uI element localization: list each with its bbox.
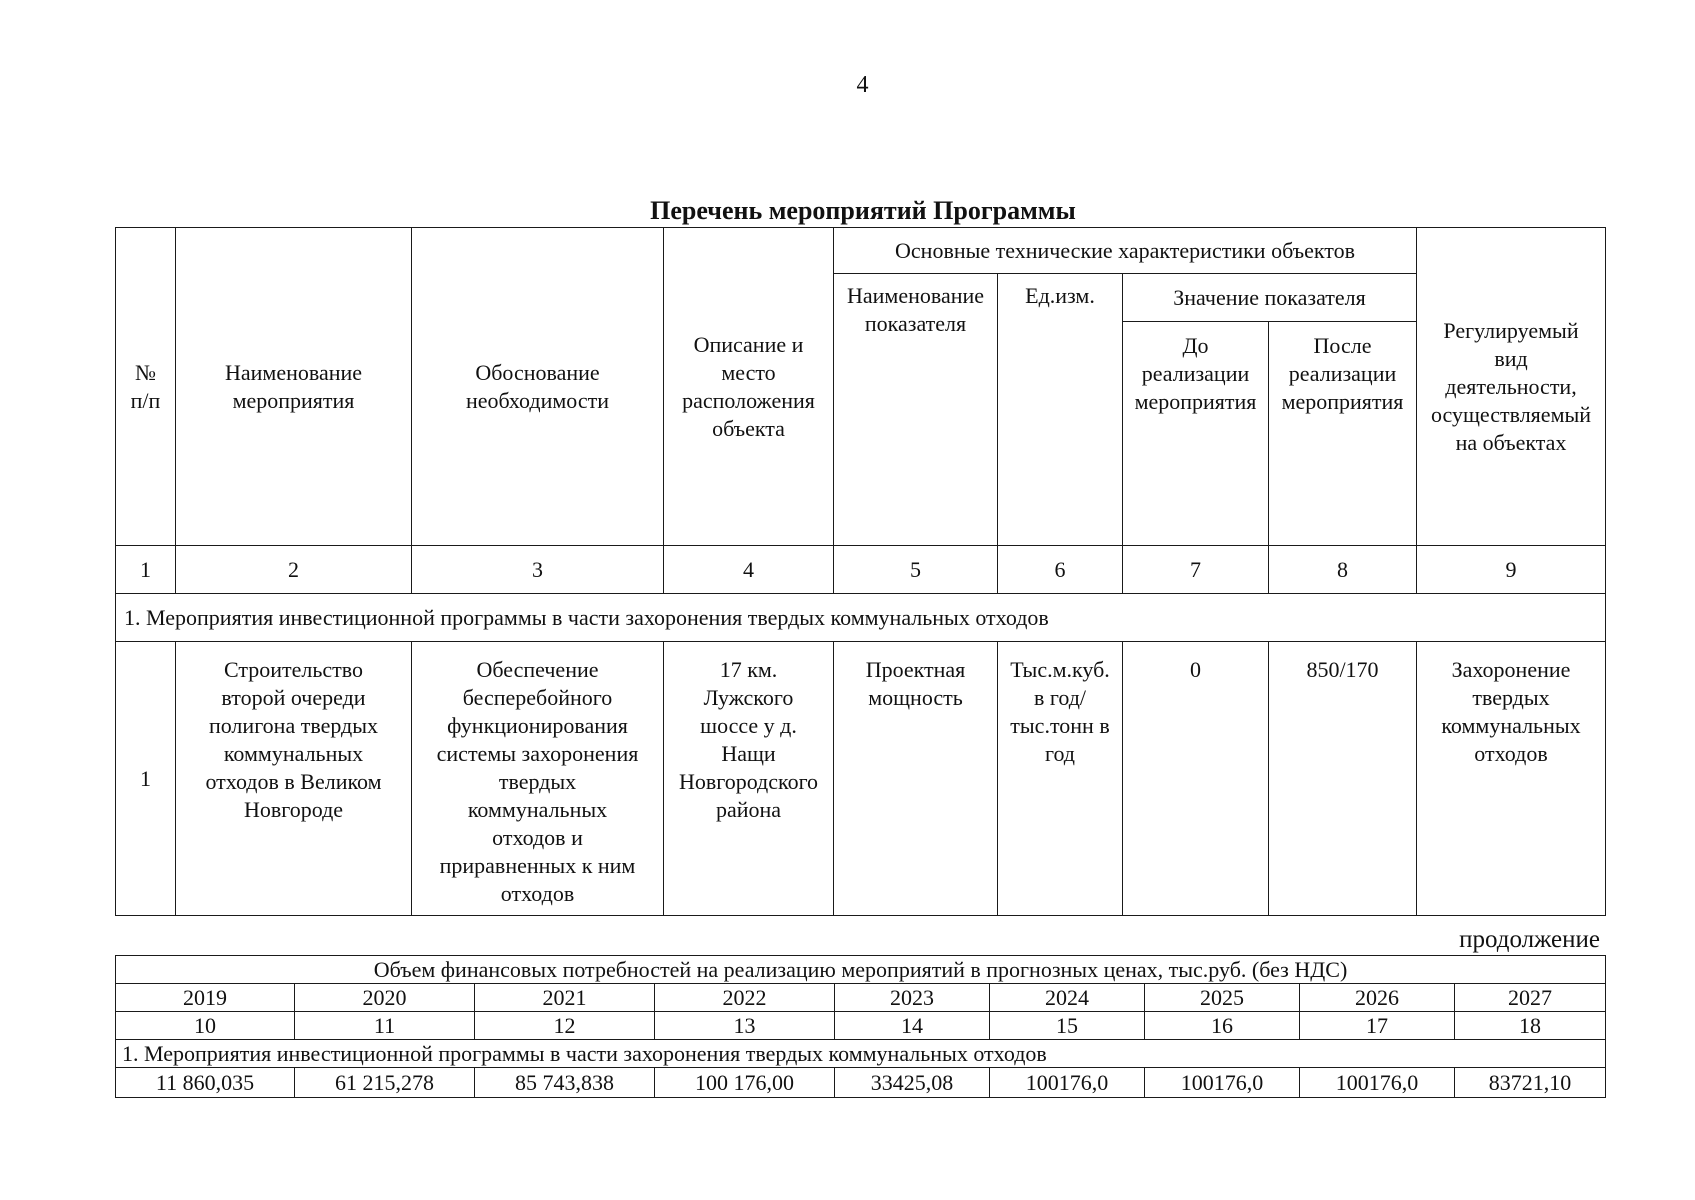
column-number: 10	[116, 1012, 295, 1040]
column-number: 17	[1300, 1012, 1455, 1040]
column-number: 11	[295, 1012, 475, 1040]
year-cell: 2020	[295, 984, 475, 1012]
fin-column-number-row	[116, 1012, 1606, 1040]
financing-value: 85 743,838	[475, 1068, 655, 1098]
column-number: 1	[116, 546, 176, 594]
column-number: 9	[1417, 546, 1606, 594]
continuation-label: продолжение	[1459, 926, 1600, 953]
column-number: 18	[1455, 1012, 1606, 1040]
financing-value: 11 860,035	[116, 1068, 295, 1098]
financing-value: 100176,0	[1300, 1068, 1455, 1098]
column-number: 15	[990, 1012, 1145, 1040]
header-tech-characteristics: Основные технические характеристики объектов	[834, 228, 1417, 274]
measures-table	[115, 227, 1606, 916]
row-measure-name: Строительство второй очереди полигона твердых коммунальных отходов в Великом Новгороде	[176, 642, 412, 916]
year-cell: 2021	[475, 984, 655, 1012]
column-number: 6	[998, 546, 1123, 594]
financing-value: 61 215,278	[295, 1068, 475, 1098]
column-number-row	[116, 546, 1606, 594]
year-cell: 2019	[116, 984, 295, 1012]
row-value-before: 0	[1123, 642, 1269, 916]
column-number: 8	[1269, 546, 1417, 594]
financing-header: Объем финансовых потребностей на реализацию мероприятий в прогнозных ценах, тыс.руб. (без НДС)	[116, 956, 1606, 984]
header-indicator-value: Значение показателя	[1123, 274, 1417, 322]
year-row	[116, 984, 1606, 1012]
row-value-after: 850/170	[1269, 642, 1417, 916]
table-row	[116, 642, 1606, 916]
header-before: До реализации мероприятия	[1123, 322, 1269, 546]
column-number: 2	[176, 546, 412, 594]
row-justification: Обеспечение бесперебойного функционирования системы захоронения твердых коммунальных отходов и приравненных к ним отходов	[412, 642, 664, 916]
section-title: 1. Мероприятия инвестиционной программы в части захоронения твердых коммунальных отходов	[116, 594, 1606, 642]
column-number: 12	[475, 1012, 655, 1040]
column-number: 4	[664, 546, 834, 594]
year-cell: 2022	[655, 984, 835, 1012]
header-indicator-name: Наименование показателя	[834, 274, 998, 546]
column-number: 13	[655, 1012, 835, 1040]
header-num: № п/п	[116, 228, 176, 546]
financing-value: 33425,08	[835, 1068, 990, 1098]
column-number: 5	[834, 546, 998, 594]
row-location: 17 км. Лужского шоссе у д. Нащи Новгородского района	[664, 642, 834, 916]
financing-section-title: 1. Мероприятия инвестиционной программы в части захоронения твердых коммунальных отходов	[116, 1040, 1606, 1068]
row-number: 1	[116, 642, 176, 916]
row-indicator: Проектная мощность	[834, 642, 998, 916]
header-unit: Ед.изм.	[998, 274, 1123, 546]
column-number: 16	[1145, 1012, 1300, 1040]
financing-value: 100 176,00	[655, 1068, 835, 1098]
year-cell: 2026	[1300, 984, 1455, 1012]
financing-values-row	[116, 1068, 1606, 1098]
header-activity: Регулируемый вид деятельности, осуществляемый на объектах	[1417, 228, 1606, 546]
year-cell: 2023	[835, 984, 990, 1012]
column-number: 7	[1123, 546, 1269, 594]
header-after: После реализации мероприятия	[1269, 322, 1417, 546]
document-title: Перечень мероприятий Программы	[650, 196, 1076, 225]
header-justification: Обоснование необходимости	[412, 228, 664, 546]
page-number: 4	[856, 72, 869, 98]
year-cell: 2027	[1455, 984, 1606, 1012]
financing-value: 100176,0	[1145, 1068, 1300, 1098]
column-number: 3	[412, 546, 664, 594]
row-activity: Захоронение твердых коммунальных отходов	[1417, 642, 1606, 916]
year-cell: 2025	[1145, 984, 1300, 1012]
row-unit: Тыс.м.куб. в год/ тыс.тонн в год	[998, 642, 1123, 916]
financing-value: 100176,0	[990, 1068, 1145, 1098]
column-number: 14	[835, 1012, 990, 1040]
year-cell: 2024	[990, 984, 1145, 1012]
financing-value: 83721,10	[1455, 1068, 1606, 1098]
header-location: Описание и место расположения объекта	[664, 228, 834, 546]
financing-table	[115, 955, 1606, 1098]
header-measure-name: Наименование мероприятия	[176, 228, 412, 546]
